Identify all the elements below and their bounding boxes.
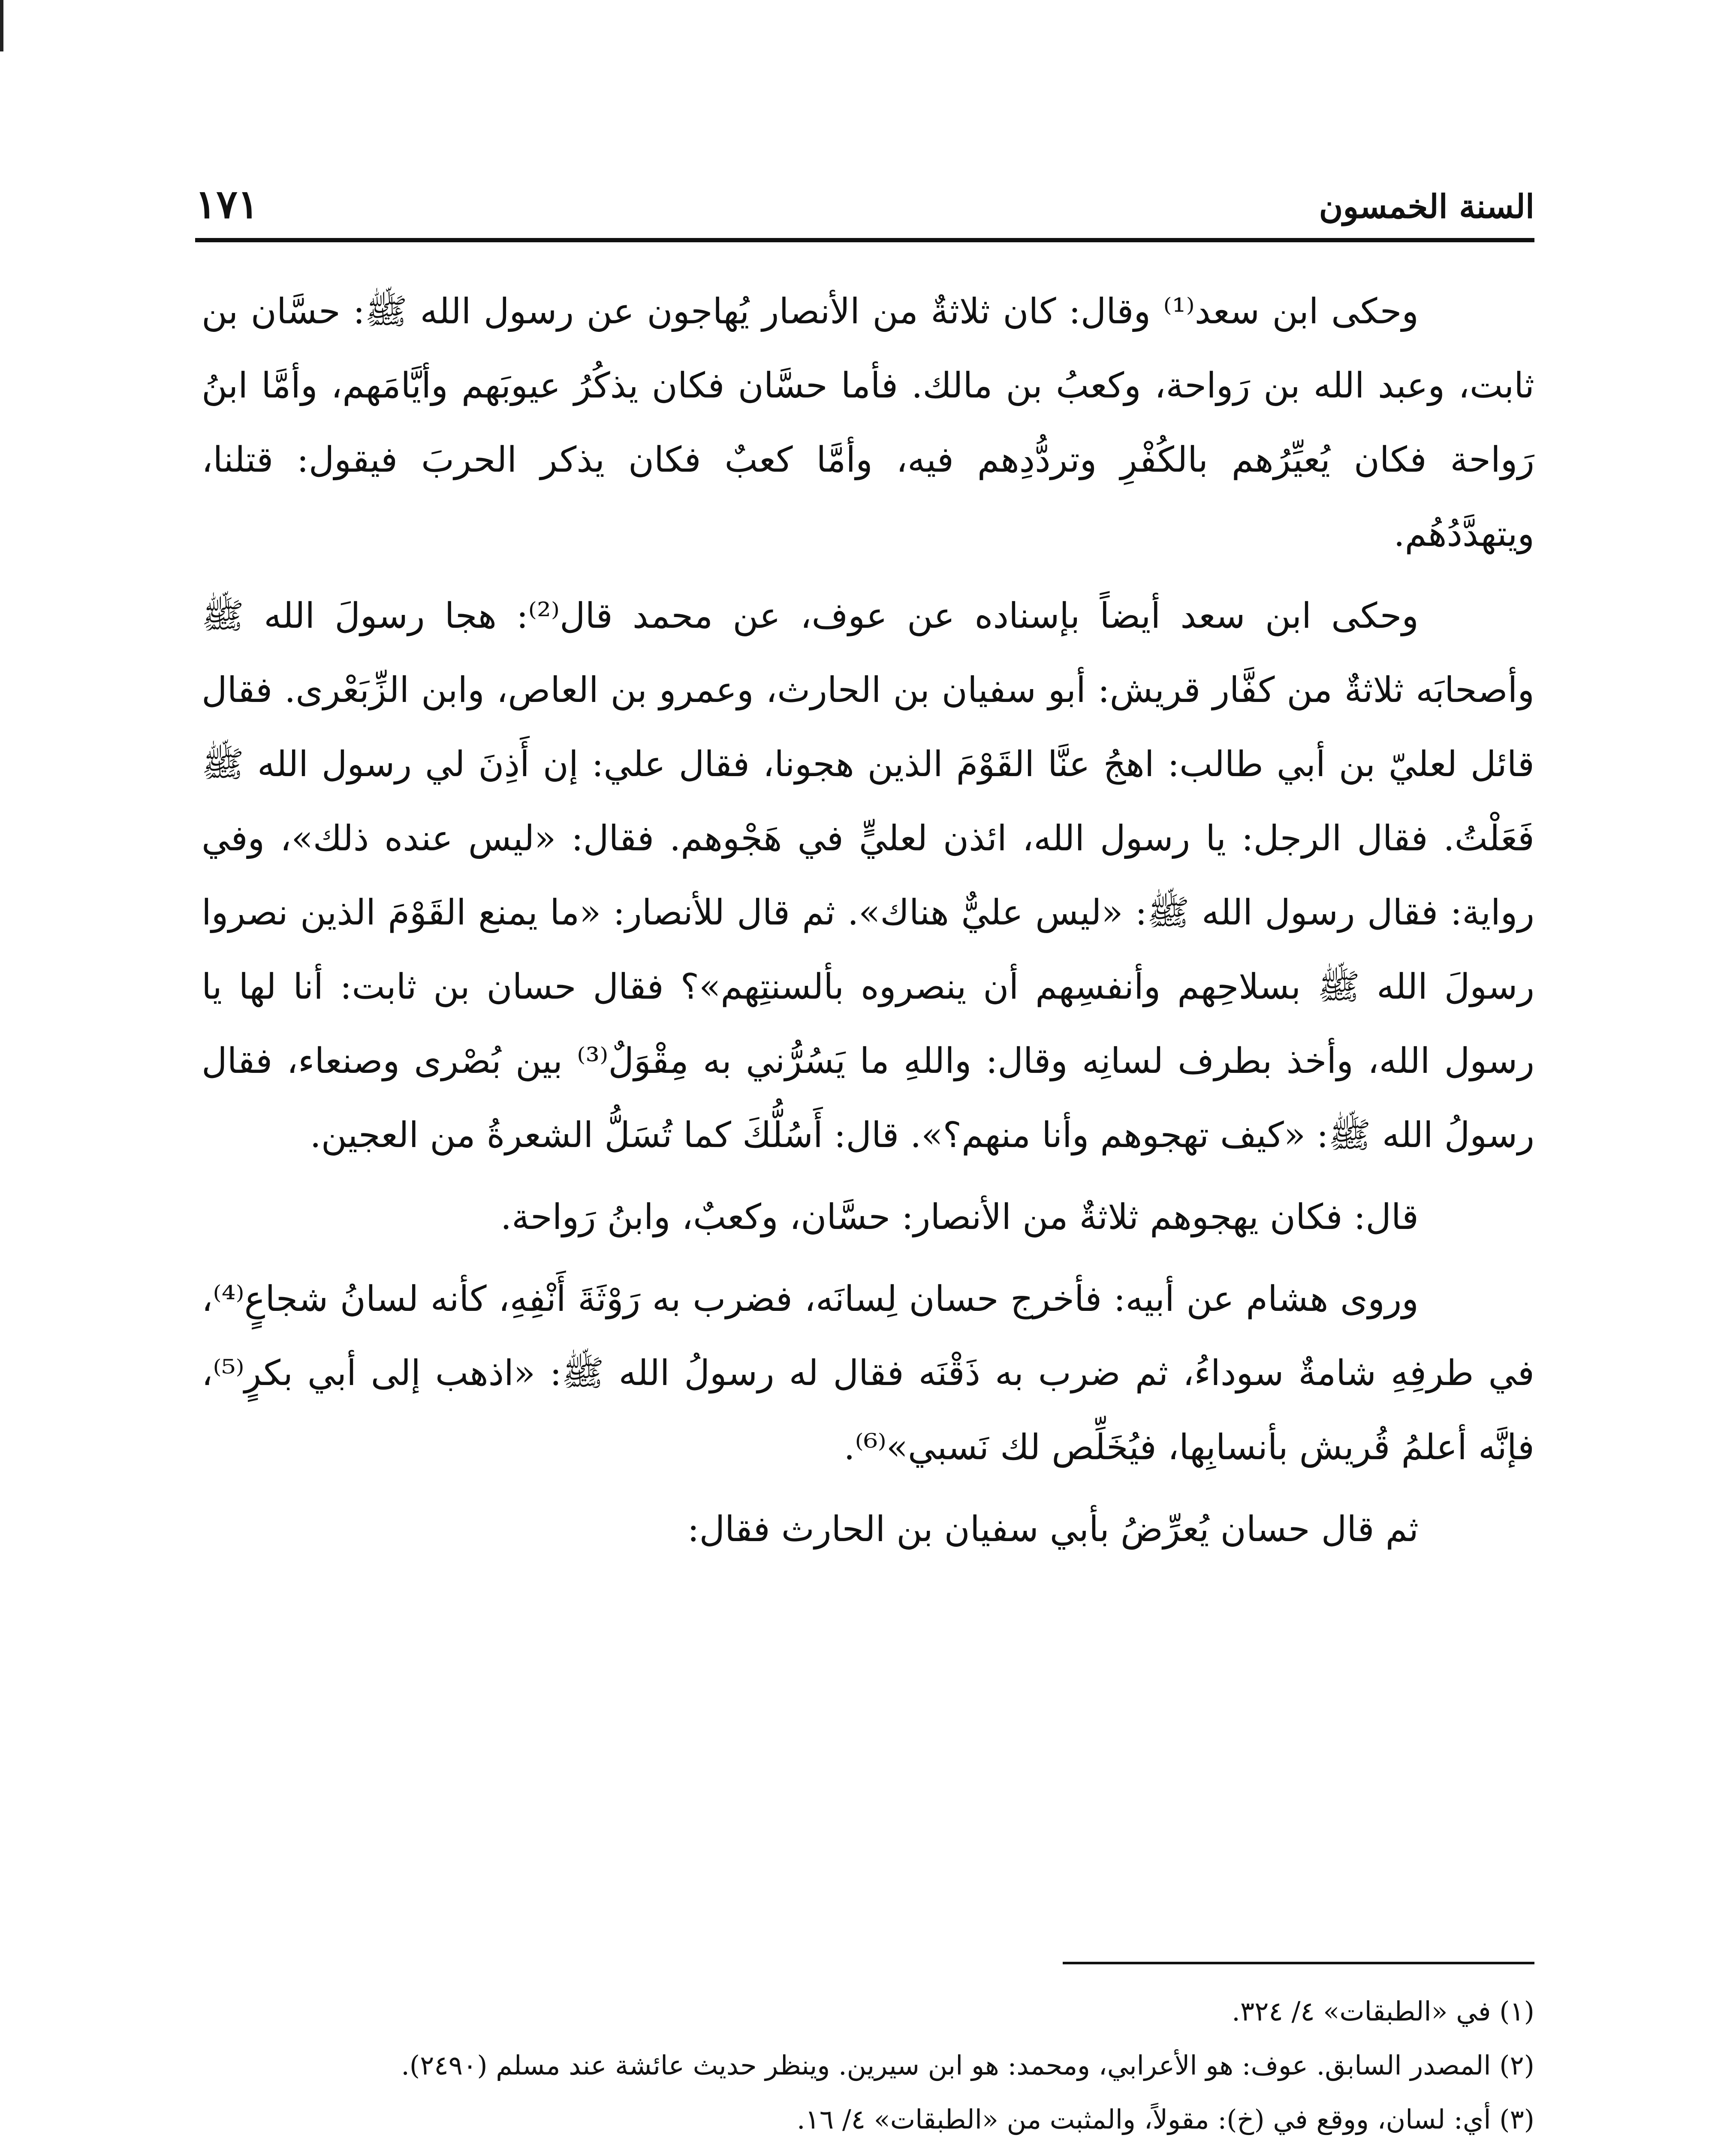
- footnote: (٢) المصدر السابق. عوف: هو الأعرابي، ومحمد: هو ابن سيرين. وينظر حديث عائشة عند مسلم (٢٤٩٠).: [401, 2050, 1534, 2081]
- paragraph: وحكى ابن سعد أيضاً بإسناده عن عوف، عن محمد قال⁽²⁾: هجا رسولَ الله ﷺ وأصحابَه ثلاثةٌ من كفَّار قريش: أبو سفيان بن الحارث، وعمرو بن العاص، وابن الزِّبَعْرى. فقال قائل لعليّ بن أبي طالب: اهجُ عنَّا القَوْمَ الذين هجونا، فقال علي: إن أَذِنَ لي رسول الله ﷺ فَعَلْتُ. فقال الرجل: يا رسول الله، ائذن لعليٍّ في هَجْوهم. فقال: «ليس عنده ذلك»، وفي رواية: فقال رسول الله ﷺ: «ليس عليٌّ هناك». ثم قال للأنصار: «ما يمنع القَوْمَ الذين نصروا رسولَ الله ﷺ بسلاحِهم وأنفسِهم أن ينصروه بألسنتِهم»؟ فقال حسان بن ثابت: أنا لها يا رسول الله، وأخذ بطرف لسانِه وقال: واللهِ ما يَسُرُّني به مِقْوَلٌ⁽³⁾ بين بُصْرى وصنعاء، فقال رسولُ الله ﷺ: «كيف تهجوهم وأنا منهم؟». قال: أَسُلُّكَ كما تُسَلُّ الشعرةُ من العجين.: [202, 596, 1534, 1156]
- footnotes: [202, 1985, 1534, 2144]
- footnote: (٣) أي: لسان، ووقع في (خ): مقولاً، والمثبت من «الطبقات» ٤/ ١٦.: [796, 2104, 1534, 2135]
- footnote-separator: [1063, 1962, 1534, 1964]
- page-number: ١٧١: [195, 181, 259, 227]
- paragraph: ثم قال حسان يُعرِّضُ بأبي سفيان بن الحارث فقال:: [687, 1509, 1419, 1550]
- paragraph: وحكى ابن سعد⁽¹⁾ وقال: كان ثلاثةٌ من الأنصار يُهاجون عن رسول الله ﷺ: حسَّان بن ثابت، وعبد الله بن رَواحة، وكعبُ بن مالك. فأما حسَّان فكان يذكُرُ عيوبَهم وأيَّامَهم، وأمَّا ابنُ رَواحة فكان يُعيِّرُهم بالكُفْرِ وتردُّدِهم فيه، وأمَّا كعبٌ فكان يذكر الحربَ فيقول: قتلنا، ويتهدَّدُهُم.: [202, 291, 1534, 554]
- footnote: (١) في «الطبقات» ٤/ ٣٢٤.: [1232, 1996, 1534, 2027]
- main-text: [202, 274, 1534, 1574]
- scan-edge-mark: [0, 0, 3, 51]
- page-header: [195, 167, 1534, 236]
- paragraph: وروى هشام عن أبيه: فأخرج حسان لِسانَه، فضرب به رَوْثَةَ أَنْفِهِ، كأنه لسانُ شجاعٍ⁽⁴⁾، في طرفِهِ شامةٌ سوداءُ، ثم ضرب به ذَقْنَه فقال له رسولُ الله ﷺ: «اذهب إلى أبي بكرٍ⁽⁵⁾، فإنَّه أعلمُ قُريش بأنسابِها، فيُخَلِّص لك نَسبي»⁽⁶⁾.: [202, 1279, 1534, 1468]
- paragraph: قال: فكان يهجوهم ثلاثةٌ من الأنصار: حسَّان، وكعبٌ، وابنُ رَواحة.: [500, 1197, 1419, 1238]
- header-rule: [195, 238, 1534, 242]
- running-title: السنة الخمسون: [1319, 187, 1534, 226]
